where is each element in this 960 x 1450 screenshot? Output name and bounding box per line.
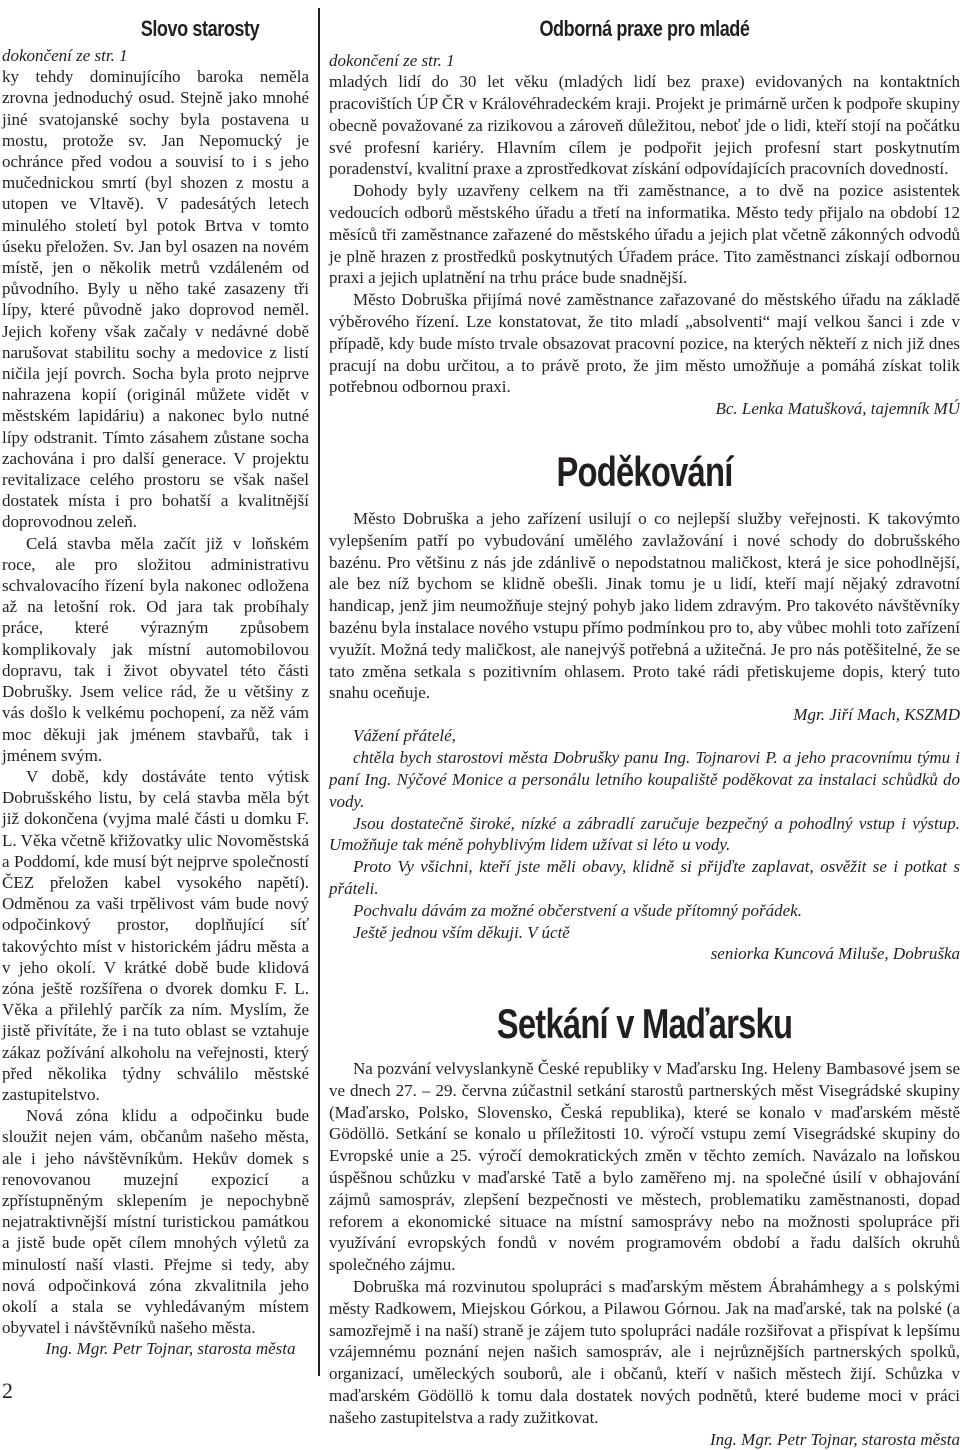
continued-note: dokončení ze str. 1: [329, 51, 455, 70]
paragraph: Město Dobruška přijímá nové zaměstnance zařazované do městského úřadu na základě výběrového řízení. Lze konstatovat, že tito mladí „absolventi“ mají velkou šanci i zde v případě, kdy bude místo trvale obsazovat pracovní pozice, na kterých někteří z nich již dnes pracují na dobu určitou, a to právě proto, že jim město umožňuje a pomáhá získat tolik potřebnou odbornou praxi.: [329, 290, 960, 397]
continued-note: dokončení ze str. 1: [2, 46, 128, 65]
paragraph: Město Dobruška a jeho zařízení usilují o co nejlepší služby veřejnosti. K takovýmto vylepšením patří po vybudování umělého zavlažování i nové schody do dobrušského bazénu. Pro většinu z nás jde zdánlivě o nepodstatnou maličkost, která je sice pohodlnější, ale bez níž bychom se klidně obešli. Jinak tomu je u lidí, kteří mají nějaký zdravotní handicap, jenž jim neumožňuje stejný pohyb jako lidem zdravým. Pro takovéto návštěvníky bazénu byla instalace nového vstupu přímo podmínkou pro to, aby vůbec mohli toto zařízení využít. Možná tedy maličkost, ale nanejvýš potřebná a užitečná. Je pro nás potěšitelné, že se tato změna setkala s pozitivním ohlasem. Proto také rádi přetiskujeme dopis, který tuto snahu oceňuje.: [329, 509, 960, 703]
article-body-setkani: [329, 1058, 960, 1450]
signature: Ing. Mgr. Petr Tojnar, starosta města: [45, 1339, 296, 1359]
letter-line: Vážení přátelé,: [353, 726, 456, 746]
article-title-podekovani: Poděkování: [556, 448, 733, 495]
paragraph: ky tehdy dominujícího baroka neměla zrovna jednoduchý osud. Stejně jako mnohé jiné svatojanské sochy byla postavena u mostu, protože sv. Jan Nepomucký je ochránce před vodou a souvisí to i s jeho mučednickou smrtí (byl shozen z mostu a utopen ve Vltavě). V padesátých letech minulého století byl potok Brtva v tomto úseku přeložen. Sv. Jan byl osazen na novém místě, jen o několik metrů vzdáleném od původního. Byly u něho také zasazeny tři lípy, které původně jako doprovod neměl. Jejich kořeny však začaly v nedávné době narušovat stabilitu sochy a medovice z listí ničila její povrch. Socha byla proto nejprve nahrazena kopií (originál můžete vidět v městském lapidáriu) a nakonec bylo nutné lípy odstranit. Tímto zásahem zůstane socha zachována i pro další generace. V projektu revitalizace celého prostoru se však našel dostatek místa i pro bohatší a kvalitnější doprovodnou zeleň.: [2, 67, 309, 532]
article-body-podekovani: [329, 508, 960, 965]
paragraph: Dobruška má rozvinutou spolupráci s maďarským městem Ábrahámhegy a s polskými městy Radkowem, Miejskou Górkou, a Pilawou Górnou. Jak na maďarské, tak na polské (a samozřejmě i na naší) straně je zájem tuto spolupráci nadále rozšiřovat a přispívat k lepšímu vzájemnému poznání nejen našich samospráv, ale i nejrůznějších partnerských spolků, organizací, uměleckých souborů, ale i občanů, kteří v našich městech žijí. Schůzka v maďarském Gödöllö k tomu dala dostatek nových podnětů, které budeme moci v práci našeho zastupitelstva a rady zužitkovat.: [329, 1276, 960, 1427]
signature: Ing. Mgr. Petr Tojnar, starosta města: [710, 1429, 960, 1449]
paragraph: Celá stavba měla začít již v loňském roce, ale pro složitou administrativu schvalovacího řízení byla nakonec odložena až na letošní rok. Od jara tak probíhaly práce, které výrazným způsobem komplikovaly jak místní automobilovou dopravu, tak i život obyvatel této části Dobrušky. Jsem velice rád, že u většiny z vás došlo k velkému pochopení, za něž vám moc děkuji jak jménem stavbařů, tak i jménem svým.: [2, 533, 309, 765]
paragraph: Nová zóna klidu a odpočinku bude sloužit nejen vám, občanům našeho města, ale i jeho návštěvníkům. Hekův domek s renovovanou muzejní expozicí a zpřístupněným sklepením je nepochybně nejatraktivnější místní turistickou památkou a jistě bude opět cílem mnohých výletů za minulostí naší vlasti. Přejme si tedy, aby nová odpočinková zóna zkvalitnila jeho okolí a stala se vyhledávaným místem obyvatel i návštěvníků našeho města.: [2, 1106, 309, 1338]
letter-line: Proto Vy všichni, kteří jste měli obavy, klidně si přijďte zaplavat, osvěžit se i potkat s přáteli.: [329, 857, 960, 898]
article-body-slovo-starosty: [2, 45, 309, 1360]
column-divider: [318, 8, 320, 1376]
article-title-odborna-praxe: Odborná praxe pro mladé: [539, 16, 750, 41]
paragraph: mladých lidí do 30 let věku (mladých lidí bez praxe) evidovaných na kontaktních pracovištích ÚP ČR v Královéhradeckém kraji. Projekt je primárně určen k podpoře skupiny obecně považované za rizikovou a zároveň důležitou, neboť jde o lidi, kteří stojí na počátku své profesní kariéry. Hlavním cílem je podpořit jejich profesní start poskytnutím poradenství, kvalitní praxe a zprostředkovat získání odpovídajících pracovních dovedností.: [329, 72, 960, 179]
letter-line: Jsou dostatečně široké, nízké a zábradlí zaručuje bezpečný a pohodlný vstup i výstup. Umožňuje tak méně pohyblivým lidem užívat si léto u vody.: [329, 813, 960, 855]
page-number: 2: [2, 1378, 13, 1403]
signature: Mgr. Jiří Mach, KSZMD: [793, 705, 960, 725]
paragraph: Dohody byly uzavřeny celkem na tři zaměstnance, a to dvě na pozice asistentek vedoucích odborů městského úřadu a třetí na informatika. Město tedy přijalo na období 12 měsíců tři zaměstnance zařazené do městského úřadu a jejich plat včetně zákonných odvodů je plně hrazen z prostředků poskytnutých Úřadem práce. Tito zaměstnanci získají odbornou praxi a jejich uplatnění na trhu práce bude snadnější.: [329, 181, 960, 288]
letter-line: chtěla bych starostovi města Dobrušky panu Ing. Tojnarovi P. a jeho pracovnímu týmu i paní Ing. Nýčové Monice a personálu letního koupaliště poděkovat za instalaci schůdků do vody.: [329, 748, 960, 811]
signature: Bc. Lenka Matušková, tajemník MÚ: [715, 399, 960, 419]
article-body-odborna-praxe: [329, 50, 960, 419]
article-title-setkani: Setkání v Maďarsku: [496, 1000, 793, 1047]
article-title-slovo-starosty: Slovo starosty: [140, 16, 260, 41]
paragraph: Na pozvání velvyslankyně České republiky v Maďarsku Ing. Heleny Bambasové jsem se ve dnech 27. – 29. června zúčastnil setkání starostů partnerských měst Visegrádské skupiny (Maďarsko, Polsko, Slovensko, Česká republika), které se konalo v maďarském městě Gödöllö. Setkání se konalo u příležitosti 10. výročí vstupu zemí Visegrádské skupiny do Evropské unie a 25. výročí demokratických změn v těchto zemích. Navázalo na loňskou úspěšnou schůzku v maďarské Tatě a bylo zaměřeno mj. na společné úsilí v obhajování zájmů samospráv, zlepšení bezpečnosti ve městech, problematiku zaměstnanosti, dopad reforem a ekonomické situace na místní samosprávy nebo na možnosti spolupráce při využívání evropských fondů v novém programovém období a řadu dalších okruhů společného zájmu.: [329, 1059, 960, 1275]
paragraph: V době, kdy dostáváte tento výtisk Dobrušského listu, by celá stavba měla být již dokončena (vyjma malé části u domku F. L. Věka včetně křižovatky ulic Novoměstská a Poddomí, kde musí být nejprve společností ČEZ přeložen kabel vysokého napětí). Odměnou za vaši trpělivost vám bude nový odpočinkový prostor, doplňující síť takovýchto míst v historickém jádru města a v jeho okolí. V krátké době bude klidová zóna ještě rozšířena o dvorek domku F. L. Věka a přilehlý parčík za ním. Myslím, že jistě přivítáte, že i na tuto oblast se vztahuje zákaz požívání alkoholu na veřejnosti, který před několika týdny schválilo městské zastupitelstvo.: [2, 766, 309, 1104]
letter-line: Pochvalu dávám za možné občerstvení a všude přítomný pořádek.: [353, 900, 802, 920]
letter-line: Ještě jednou vším děkuji. V úctě: [353, 922, 570, 942]
letter-signature: seniorka Kuncová Miluše, Dobruška: [710, 944, 960, 964]
